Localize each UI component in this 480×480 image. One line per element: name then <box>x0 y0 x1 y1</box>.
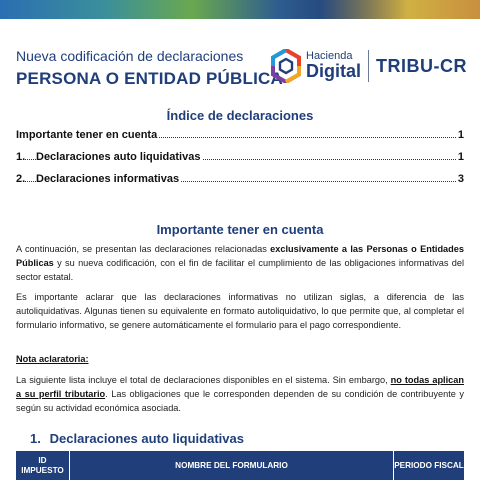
toc-entry-label: Importante tener en cuenta <box>16 129 158 141</box>
tribu-cr-logo: TRIBU-CR <box>376 56 467 76</box>
paragraph-text: A continuación, se presentan las declaraciones relacionadas <box>16 244 271 254</box>
toc-entry-informativas[interactable] <box>16 173 464 189</box>
hacienda-digital-logo-icon <box>270 49 302 83</box>
column-header-periodo-fiscal: PERIODO FISCAL <box>394 460 464 470</box>
logo-separator <box>368 50 369 82</box>
toc-entry-page: 3 <box>457 173 464 185</box>
logo-word-top: Hacienda <box>306 50 353 62</box>
top-band-accent <box>320 0 480 19</box>
section-1-number: 1. <box>30 431 41 446</box>
important-paragraph-3 <box>16 373 464 415</box>
logo-word-main: Digital <box>306 61 362 81</box>
paragraph-emphasis: no todas aplican a su perfil tributario <box>16 375 464 399</box>
toc-title: Índice de declaraciones <box>166 108 314 123</box>
paragraph-text: y su nueva codificación, con el fin de facilitar el cumplimiento de las obligaciones informativas del sector estatal. <box>16 258 464 282</box>
paragraph-text: La siguiente lista incluye el total de declaraciones disponibles en el sistema. Sin embargo, <box>16 375 391 385</box>
important-paragraph-1 <box>16 242 464 284</box>
document-subtitle: Nueva codificación de declaraciones <box>16 48 244 64</box>
section-1-title <box>30 431 244 446</box>
toc-entry-label: Declaraciones informativas <box>36 173 180 185</box>
toc-entry-label: Declaraciones auto liquidativas <box>36 151 201 163</box>
toc-entry-page: 1 <box>457 151 464 163</box>
toc-entry-number: 2. <box>16 173 26 185</box>
important-paragraph-2: Es importante aclarar que las declaraciones informativas no utilizan siglas, a diferencia de las autoliquidativas. Algunas tienen su equivalente en formato autoliquidativo, lo que permite que, al completar el formulario informativo, se genere automáticamente el formulario para el pago correspondiente. <box>16 292 464 330</box>
important-section-title: Importante tener en cuenta <box>156 222 324 237</box>
toc-entry-number: 1. <box>16 151 26 163</box>
section-1-label: Declaraciones auto liquidativas <box>49 431 244 446</box>
declarations-table-header <box>16 451 464 480</box>
toc-entry-autoliquidativas[interactable] <box>16 151 464 167</box>
toc-entry-important[interactable] <box>16 129 464 145</box>
paragraph-emphasis: exclusivamente a las Personas o Entidades Públicas <box>16 244 464 268</box>
document-title: PERSONA O ENTIDAD PÚBLICA <box>16 69 283 88</box>
note-label: Nota aclaratoria: <box>16 354 89 364</box>
column-header-id-impuesto: ID IMPUESTO <box>16 451 70 480</box>
toc-entry-page: 1 <box>457 129 464 141</box>
column-header-nombre-formulario: NOMBRE DEL FORMULARIO <box>70 451 394 480</box>
paragraph-text: . Las obligaciones que le corresponden dependen de su condición de contribuyente y según su actividad económica asociada. <box>16 389 464 413</box>
document-header <box>16 48 467 94</box>
